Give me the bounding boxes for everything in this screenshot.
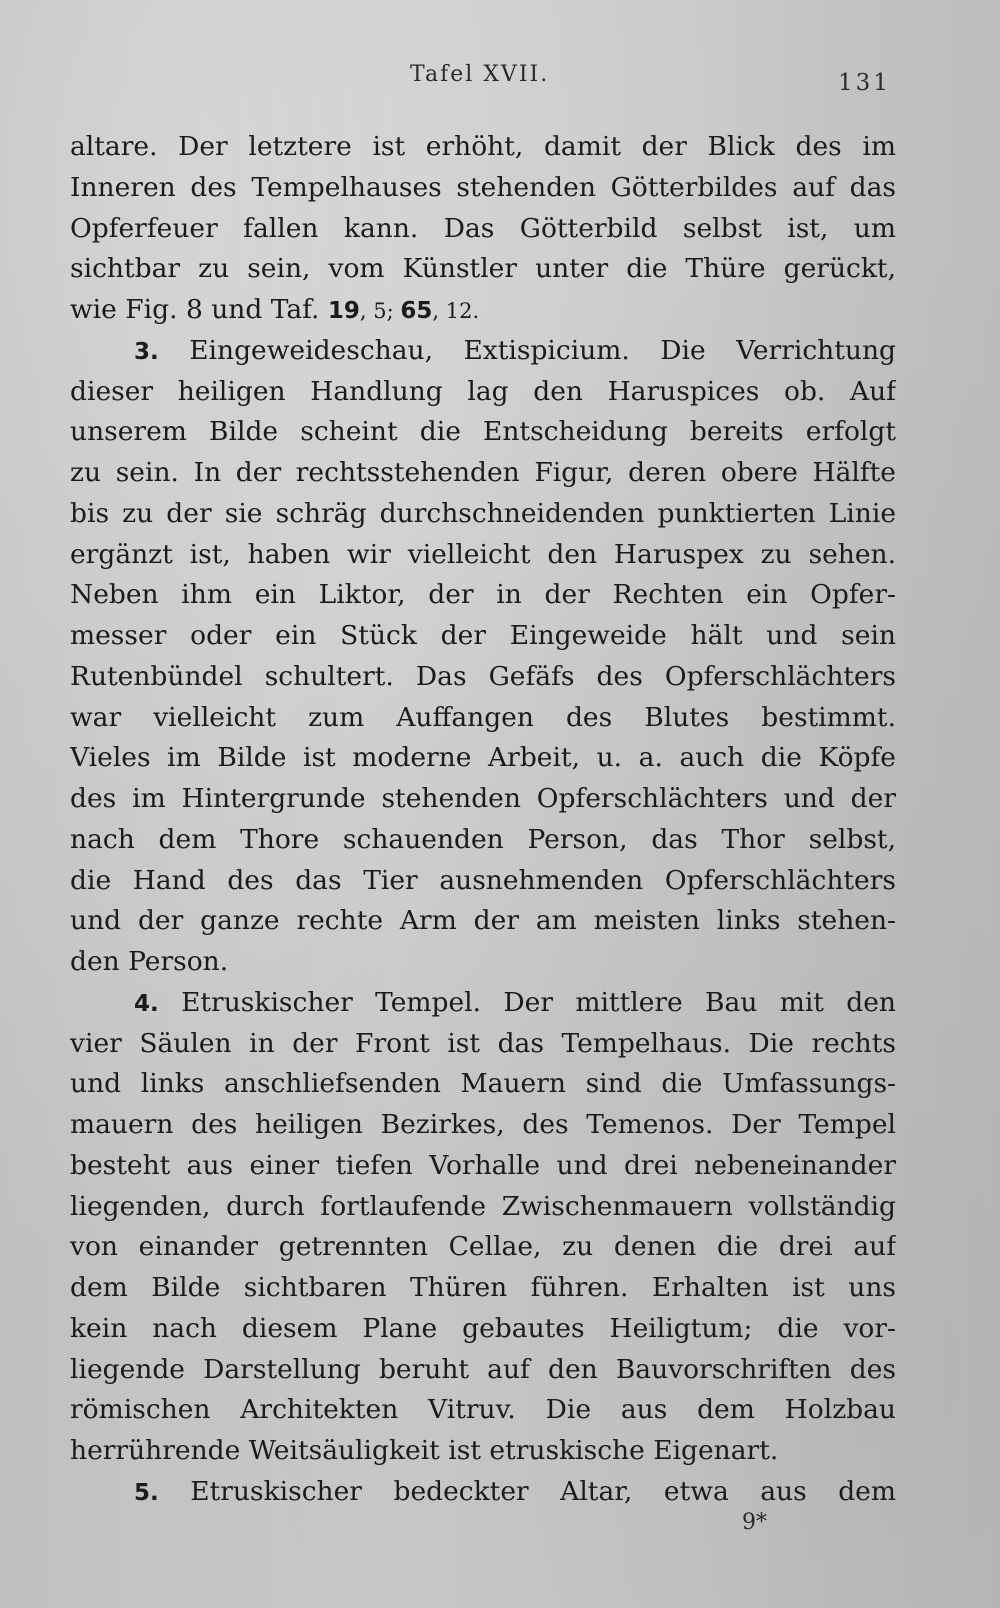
text-line: sichtbar zu sein, vom Künstler unter die Thüre gerückt, bbox=[70, 253, 896, 285]
text-line: die Hand des das Tier ausnehmenden Opferschlächters bbox=[70, 864, 896, 896]
text-line: dieser heiligen Handlung lag den Haruspices ob. Auf bbox=[70, 375, 896, 407]
running-title: Tafel XVII. bbox=[410, 62, 550, 87]
text-line: Neben ihm ein Liktor, der in der Rechten ein Opfer- bbox=[70, 579, 896, 611]
text-line: Vieles im Bilde ist moderne Arbeit, u. a. auch die Köpfe bbox=[70, 742, 896, 774]
section-start-line: 4. Etruskischer Tempel. Der mittlere Bau mit den bbox=[134, 986, 896, 1018]
text-line: zu sein. In der rechtsstehenden Figur, deren obere Hälfte bbox=[70, 457, 896, 488]
text-line: besteht aus einer tiefen Vorhalle und drei nebeneinander bbox=[70, 1149, 896, 1181]
text-line: liegende Darstellung beruht auf den Bauvorschriften des bbox=[70, 1353, 896, 1385]
text-line: und der ganze rechte Arm der am meisten links stehen- bbox=[70, 905, 896, 937]
text-line: messer oder ein Stück der Eingeweide hält und sein bbox=[70, 620, 896, 651]
plate-reference: 65 bbox=[400, 298, 433, 324]
section-start-line: 3. Eingeweideschau, Extispicium. Die Verrichtung bbox=[134, 334, 896, 366]
section-number: 4. bbox=[134, 990, 159, 1017]
text-line: mauern des heiligen Bezirkes, des Temenos. Der Tempel bbox=[70, 1109, 896, 1140]
section-start-line: 5. Etruskischer bedeckter Altar, etwa aus dem bbox=[134, 1475, 896, 1507]
text-line: wie Fig. 8 und Taf. 19, 5; 65, 12. bbox=[70, 294, 480, 325]
text-line: und links anschliefsenden Mauern sind die Umfassungs- bbox=[70, 1068, 896, 1100]
text-line: ergänzt ist, haben wir vielleicht den Haruspex zu sehen. bbox=[70, 538, 896, 570]
section-number: 5. bbox=[134, 1479, 159, 1506]
page-number: 131 bbox=[838, 70, 891, 96]
text-line: des im Hintergrunde stehenden Opferschlächters und der bbox=[70, 783, 896, 814]
text-line: liegenden, durch fortlaufende Zwischenmauern vollständig bbox=[70, 1190, 896, 1222]
text-line: altare. Der letztere ist erhöht, damit der Blick des im bbox=[70, 131, 896, 162]
text-line: vier Säulen in der Front ist das Tempelhaus. Die rechts bbox=[70, 1027, 896, 1059]
text-line: war vielleicht zum Auffangen des Blutes bestimmt. bbox=[70, 701, 896, 733]
text-line: bis zu der sie schräg durchschneidenden punktierten Linie bbox=[70, 497, 896, 529]
text-line: Opferfeuer fallen kann. Das Götterbild selbst ist, um bbox=[70, 212, 896, 244]
running-head bbox=[0, 62, 1000, 96]
body-text bbox=[70, 127, 896, 1513]
text-line: dem Bilde sichtbaren Thüren führen. Erhalten ist uns bbox=[70, 1272, 896, 1303]
text-line: unserem Bilde scheint die Entscheidung bereits erfolgt bbox=[70, 416, 896, 448]
text-line: von einander getrennten Cellae, zu denen die drei auf bbox=[70, 1231, 896, 1263]
text-line: römischen Architekten Vitruv. Die aus dem Holzbau bbox=[70, 1394, 896, 1426]
section-number: 3. bbox=[134, 338, 159, 365]
plate-reference: 19 bbox=[327, 298, 360, 324]
text-line: herrührende Weitsäuligkeit ist etruskische Eigenart. bbox=[70, 1435, 779, 1466]
text-line: den Person. bbox=[70, 946, 229, 977]
text-line: nach dem Thore schauenden Person, das Thor selbst, bbox=[70, 823, 896, 855]
signature-mark: 9* bbox=[742, 1510, 767, 1535]
text-line: Rutenbündel schultert. Das Gefäfs des Opferschlächters bbox=[70, 660, 896, 692]
text-line: Inneren des Tempelhauses stehenden Götterbildes auf das bbox=[70, 171, 896, 203]
text-line: kein nach diesem Plane gebautes Heiligtum; die vor- bbox=[70, 1312, 896, 1344]
